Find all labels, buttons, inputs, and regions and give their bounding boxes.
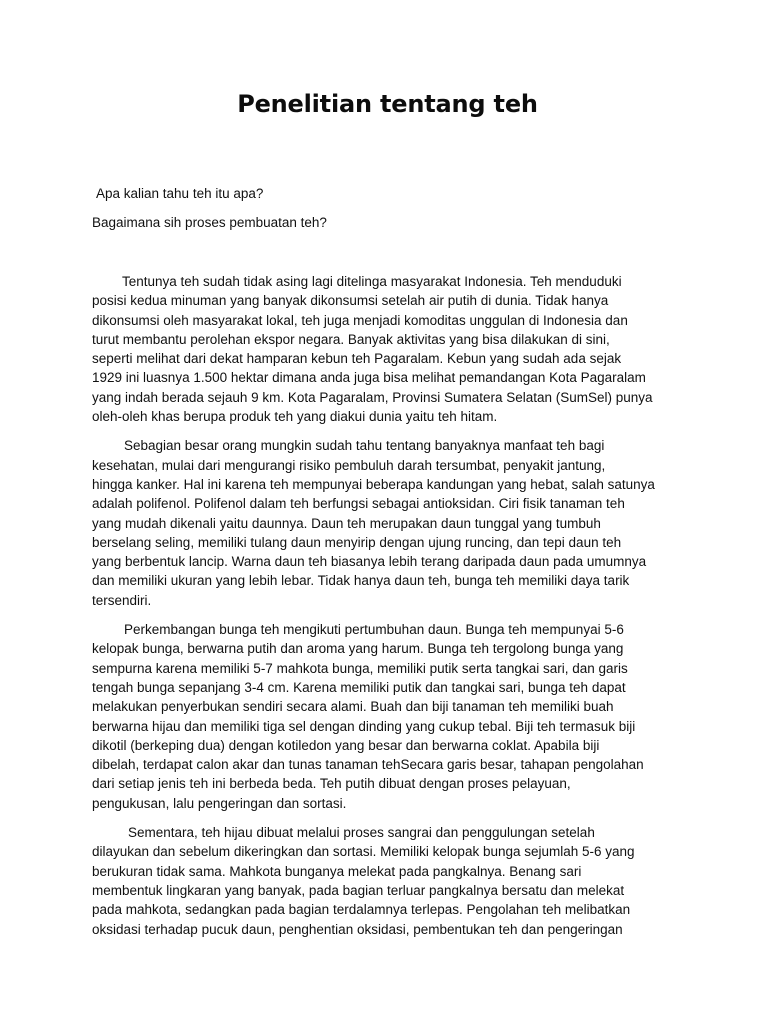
paragraph-line: posisi kedua minuman yang banyak dikonsumsi setelah air putih di dunia. Tidak hanya <box>92 293 609 309</box>
paragraph-line: kelopak bunga, berwarna putih dan aroma yang harum. Bunga teh tergolong bunga yang <box>92 641 624 657</box>
paragraph-line: sempurna karena memiliki 5-7 mahkota bunga, memiliki putik serta tangkai sari, dan garis <box>92 660 628 676</box>
paragraph-line: oleh-oleh khas berupa produk teh yang diakui dunia yaitu teh hitam. <box>92 409 498 425</box>
paragraph-line: dilayukan dan sebelum dikeringkan dan sortasi. Memiliki kelopak bunga sejumlah 5-6 yang <box>92 844 635 860</box>
paragraph-line: berwarna hijau dan memiliki tiga sel dengan dinding yang cukup tebal. Biji teh termasuk biji <box>92 718 636 734</box>
paragraph-line: dikotil (berkeping dua) dengan kotiledon yang besar dan berwarna coklat. Apabila biji <box>92 737 600 753</box>
paragraph-4 <box>92 823 682 939</box>
paragraph-3 <box>92 620 682 813</box>
paragraph-2 <box>92 436 682 610</box>
paragraph-line: Tentunya teh sudah tidak asing lagi ditelinga masyarakat Indonesia. Teh menduduki <box>122 274 622 289</box>
paragraph-line: seperti melihat dari dekat hamparan kebun teh Pagaralam. Kebun yang sudah ada sejak <box>92 351 622 367</box>
paragraph-line: berselang seling, memiliki tulang daun menyirip dengan ujung runcing, dan tepi daun teh <box>92 534 622 550</box>
paragraph-line: dibelah, terdapat calon akar dan tunas tanaman tehSecara garis besar, tahapan pengolahan <box>92 757 644 773</box>
paragraph-line: dikonsumsi oleh masyarakat lokal, teh juga menjadi komoditas unggulan di Indonesia dan <box>92 312 628 328</box>
paragraph-line: oksidasi terhadap pucuk daun, penghentian oksidasi, pembentukan teh dan pengeringan <box>92 921 623 937</box>
paragraph-line: hingga kanker. Hal ini karena teh mempunyai beberapa kandungan yang hebat, salah satunya <box>92 476 655 492</box>
paragraph-line: melakukan penyerbukan sendiri secara alami. Buah dan biji tanaman teh memiliki buah <box>92 699 614 715</box>
document-title: Penelitian tentang teh <box>237 90 538 118</box>
paragraph-line: tersendiri. <box>92 592 152 608</box>
paragraph-line: turut membantu perolehan ekspor negara. Banyak aktivitas yang bisa dilakukan di sini, <box>92 331 610 347</box>
paragraph-line: kesehatan, mulai dari mengurangi risiko pembuluh darah tersumbat, penyakit jantung, <box>92 457 606 473</box>
paragraph-line: yang indah berada sejauh 9 km. Kota Pagaralam, Provinsi Sumatera Selatan (SumSel) punya <box>92 389 653 405</box>
document-body <box>92 272 682 949</box>
paragraph-line: dari setiap jenis teh ini berbeda beda. Teh putih dibuat dengan proses pelayuan, <box>92 776 571 792</box>
paragraph-line: yang berbentuk lancip. Warna daun teh biasanya lebih terang daripada daun pada umumnya <box>92 554 647 570</box>
paragraph-line: pengukusan, lalu pengeringan dan sortasi. <box>92 795 347 811</box>
paragraph-line: berukuran tidak sama. Mahkota bunganya melekat pada pangkalnya. Benang sari <box>92 863 582 879</box>
paragraph-line: pada mahkota, sedangkan pada bagian terdalamnya terlepas. Pengolahan teh melibatkan <box>92 902 631 918</box>
paragraph-line: Sebagian besar orang mungkin sudah tahu tentang banyaknya manfaat teh bagi <box>124 438 605 454</box>
paragraph-1 <box>92 272 682 426</box>
paragraph-line: adalah polifenol. Polifenol dalam teh berfungsi sebagai antioksidan. Ciri fisik tanaman teh <box>92 496 625 512</box>
question-2: Bagaimana sih proses pembuatan teh? <box>92 215 327 230</box>
paragraph-line: dan memiliki ukuran yang lebih lebar. Tidak hanya daun teh, bunga teh memiliki daya tarik <box>92 573 630 589</box>
paragraph-line: yang mudah dikenali yaitu daunnya. Daun teh merupakan daun tunggal yang tumbuh <box>92 515 601 531</box>
paragraph-line: membentuk lingkaran yang banyak, pada bagian terluar pangkalnya bersatu dan melekat <box>92 882 625 898</box>
paragraph-line: tengah bunga sepanjang 3-4 cm. Karena memiliki putik dan tangkai sari, bunga teh dapat <box>92 679 626 695</box>
paragraph-line: Sementara, teh hijau dibuat melalui proses sangrai dan penggulungan setelah <box>128 825 595 841</box>
question-1: Apa kalian tahu teh itu apa? <box>96 186 264 201</box>
paragraph-line: Perkembangan bunga teh mengikuti pertumbuhan daun. Bunga teh mempunyai 5-6 <box>124 622 624 638</box>
paragraph-line: 1929 ini luasnya 1.500 hektar dimana anda juga bisa melihat pemandangan Kota Pagaralam <box>92 370 646 386</box>
